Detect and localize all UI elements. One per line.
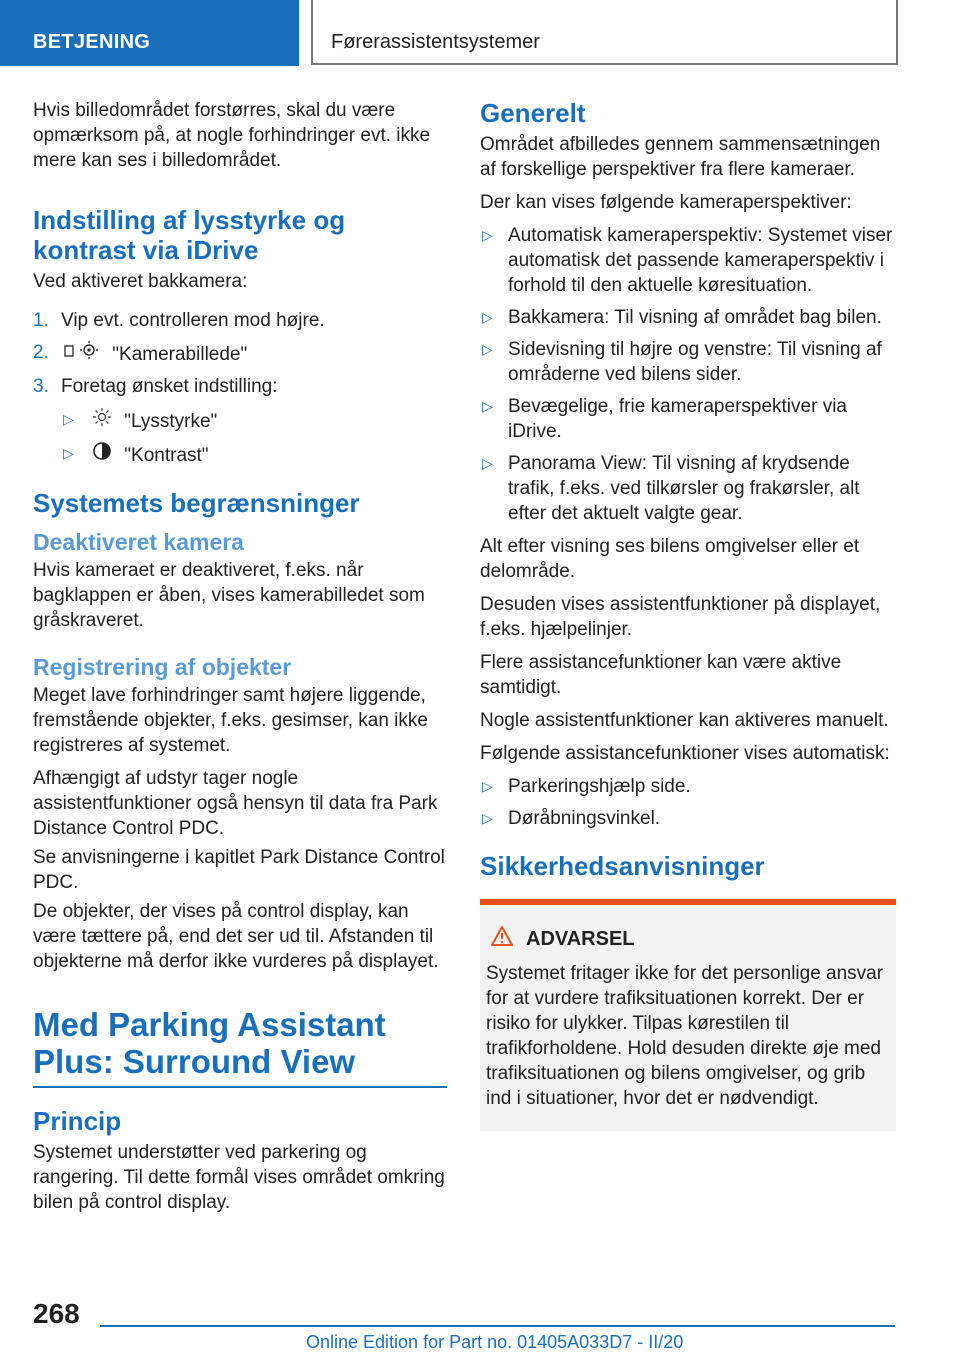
bullet-triangle-icon: ▷ [63,411,74,427]
list-item-text: Bakkamera: Til visning af området bag bilen. [508,307,882,328]
registration-text: De objekter, der vises på control display, kan være tættere på, end det ser ud til. Afstanden til objekterne må derfor ikke vurderes på displayet. [33,901,439,972]
bullet-triangle-icon: ▷ [482,810,493,826]
list-item [480,223,896,298]
bullet-triangle-icon: ▷ [482,398,493,414]
chapter-tab [311,0,898,65]
warning-box [480,899,896,1131]
safety-heading: Sikkerhedsanvisninger [480,851,765,881]
list-item-text: Bevægelige, frie kameraperspektiver via iDrive. [508,396,847,442]
bullet-triangle-icon: ▷ [482,309,493,325]
right-column [480,98,896,1131]
surround-view-heading: Med Parking Assistant Plus: Surround View [33,1006,386,1080]
footer-edition: Online Edition for Part no. 01405A033D7 - II/20 [306,1332,684,1352]
step-text: Foretag ønsket indstilling: [61,376,278,397]
limits-heading: Systemets begrænsninger [33,488,360,518]
list-item-text: Døråbningsvinkel. [508,808,661,829]
general-text: Nogle assistentfunktioner kan aktiveres manuelt. [480,710,889,731]
bullet-triangle-icon: ▷ [482,341,493,357]
step-text: Vip evt. controlleren mod højre. [61,310,325,331]
list-item [480,451,896,526]
heading-rule [33,1086,447,1088]
perspectives-list [480,223,896,526]
warning-header [486,925,888,953]
warning-text: Systemet fritager ikke for det personlige ansvar for at vurdere trafiksituationen korrekt. Der er risiko for ulykker. Tilpas kørestilen til trafikforholdene. Hold desuden direkte øje med trafiksituationen og bilens omgivelser, og grib ind i situationer, hvor det er nødvendigt. [486,963,884,1109]
bullet-triangle-icon: ▷ [63,445,74,461]
step-number: 1. [33,310,49,331]
warning-triangle-icon [490,925,514,953]
registration-text: Se anvisningerne i kapitlet Park Distance Control PDC. [33,847,445,893]
list-item [480,305,896,330]
brightness-icon [91,407,113,434]
step-number: 3. [33,376,49,397]
contrast-icon [91,441,113,468]
general-text: Området afbilledes gennem sammensætningen af forskellige perspektiver fra flere kameraer. [480,134,881,180]
warning-title: ADVARSEL [526,927,635,950]
section-tab [0,0,299,66]
steps-list [33,308,447,399]
deactivated-heading: Deaktiveret kamera [33,529,244,555]
substep-item [61,441,447,468]
list-item-text: Automatisk kameraperspektiv: Systemet viser automatisk det passende kameraperspektiv i forhold til den aktuelle køresituation. [508,225,893,296]
auto-functions-list [480,774,896,831]
substep-item [61,407,447,434]
general-text: Der kan vises følgende kameraperspektiver: [480,192,852,213]
substep-text: "Kontrast" [124,445,209,466]
general-text: Alt efter visning ses bilens omgivelser eller et delområde. [480,536,860,582]
list-item [480,806,896,831]
left-column [33,98,447,1223]
general-text: Følgende assistancefunktioner vises automatisk: [480,743,890,764]
section-title: BETJENING [33,31,151,53]
footer-rule [100,1325,895,1327]
page-number: 268 [33,1298,80,1329]
list-item-text: Panorama View: Til visning af krydsende trafik, f.eks. ved tilkørsler og frakørsler, alt efter det aktuelt valgte gear. [508,453,860,524]
camera-settings-icon [61,340,101,367]
deactivated-text: Hvis kameraet er deaktiveret, f.eks. når bagklappen er åben, vises kamerabilledet som gråskraveret. [33,560,425,631]
principle-text: Systemet understøtter ved parkering og rangering. Til dette formål vises området omkring bilen på control display. [33,1142,445,1213]
brightness-lead: Ved aktiveret bakkamera: [33,271,248,292]
page-header [0,0,960,66]
principle-heading: Princip [33,1106,122,1136]
list-item [480,394,896,444]
brightness-heading: Indstilling af lysstyrke og kontrast via iDrive [33,205,346,265]
step-item [33,340,447,367]
list-item-text: Parkeringshjælp side. [508,776,691,797]
registration-text: Meget lave forhindringer samt højere liggende, fremstående objekter, f.eks. gesimser, kan ikke registreres af systemet. [33,685,428,756]
chapter-title: Førerassistentsystemer [331,31,540,53]
bullet-triangle-icon: ▷ [482,455,493,471]
step-item [33,308,447,333]
registration-heading: Registrering af objekter [33,654,292,680]
general-text: Desuden vises assistentfunktioner på displayet, f.eks. hjælpelinjer. [480,594,881,640]
list-item [480,337,896,387]
step-number: 2. [33,342,49,363]
bullet-triangle-icon: ▷ [482,227,493,243]
substeps-list [61,407,447,468]
general-text: Flere assistancefunktioner kan være aktive samtidigt. [480,652,842,698]
step-text: "Kamerabillede" [112,344,248,365]
registration-text: Afhængigt af udstyr tager nogle assistentfunktioner også hensyn til data fra Park Distance Control PDC. [33,768,438,839]
bullet-triangle-icon: ▷ [482,778,493,794]
general-heading: Generelt [480,98,586,128]
list-item-text: Sidevisning til højre og venstre: Til visning af områderne ved bilens sider. [508,339,882,385]
list-item [480,774,896,799]
intro-paragraph: Hvis billedområdet forstørres, skal du være opmærksom på, at nogle forhindringer evt. ikke mere kan ses i billedområdet. [33,100,431,171]
step-item [33,374,447,399]
substep-text: "Lysstyrke" [124,411,218,432]
